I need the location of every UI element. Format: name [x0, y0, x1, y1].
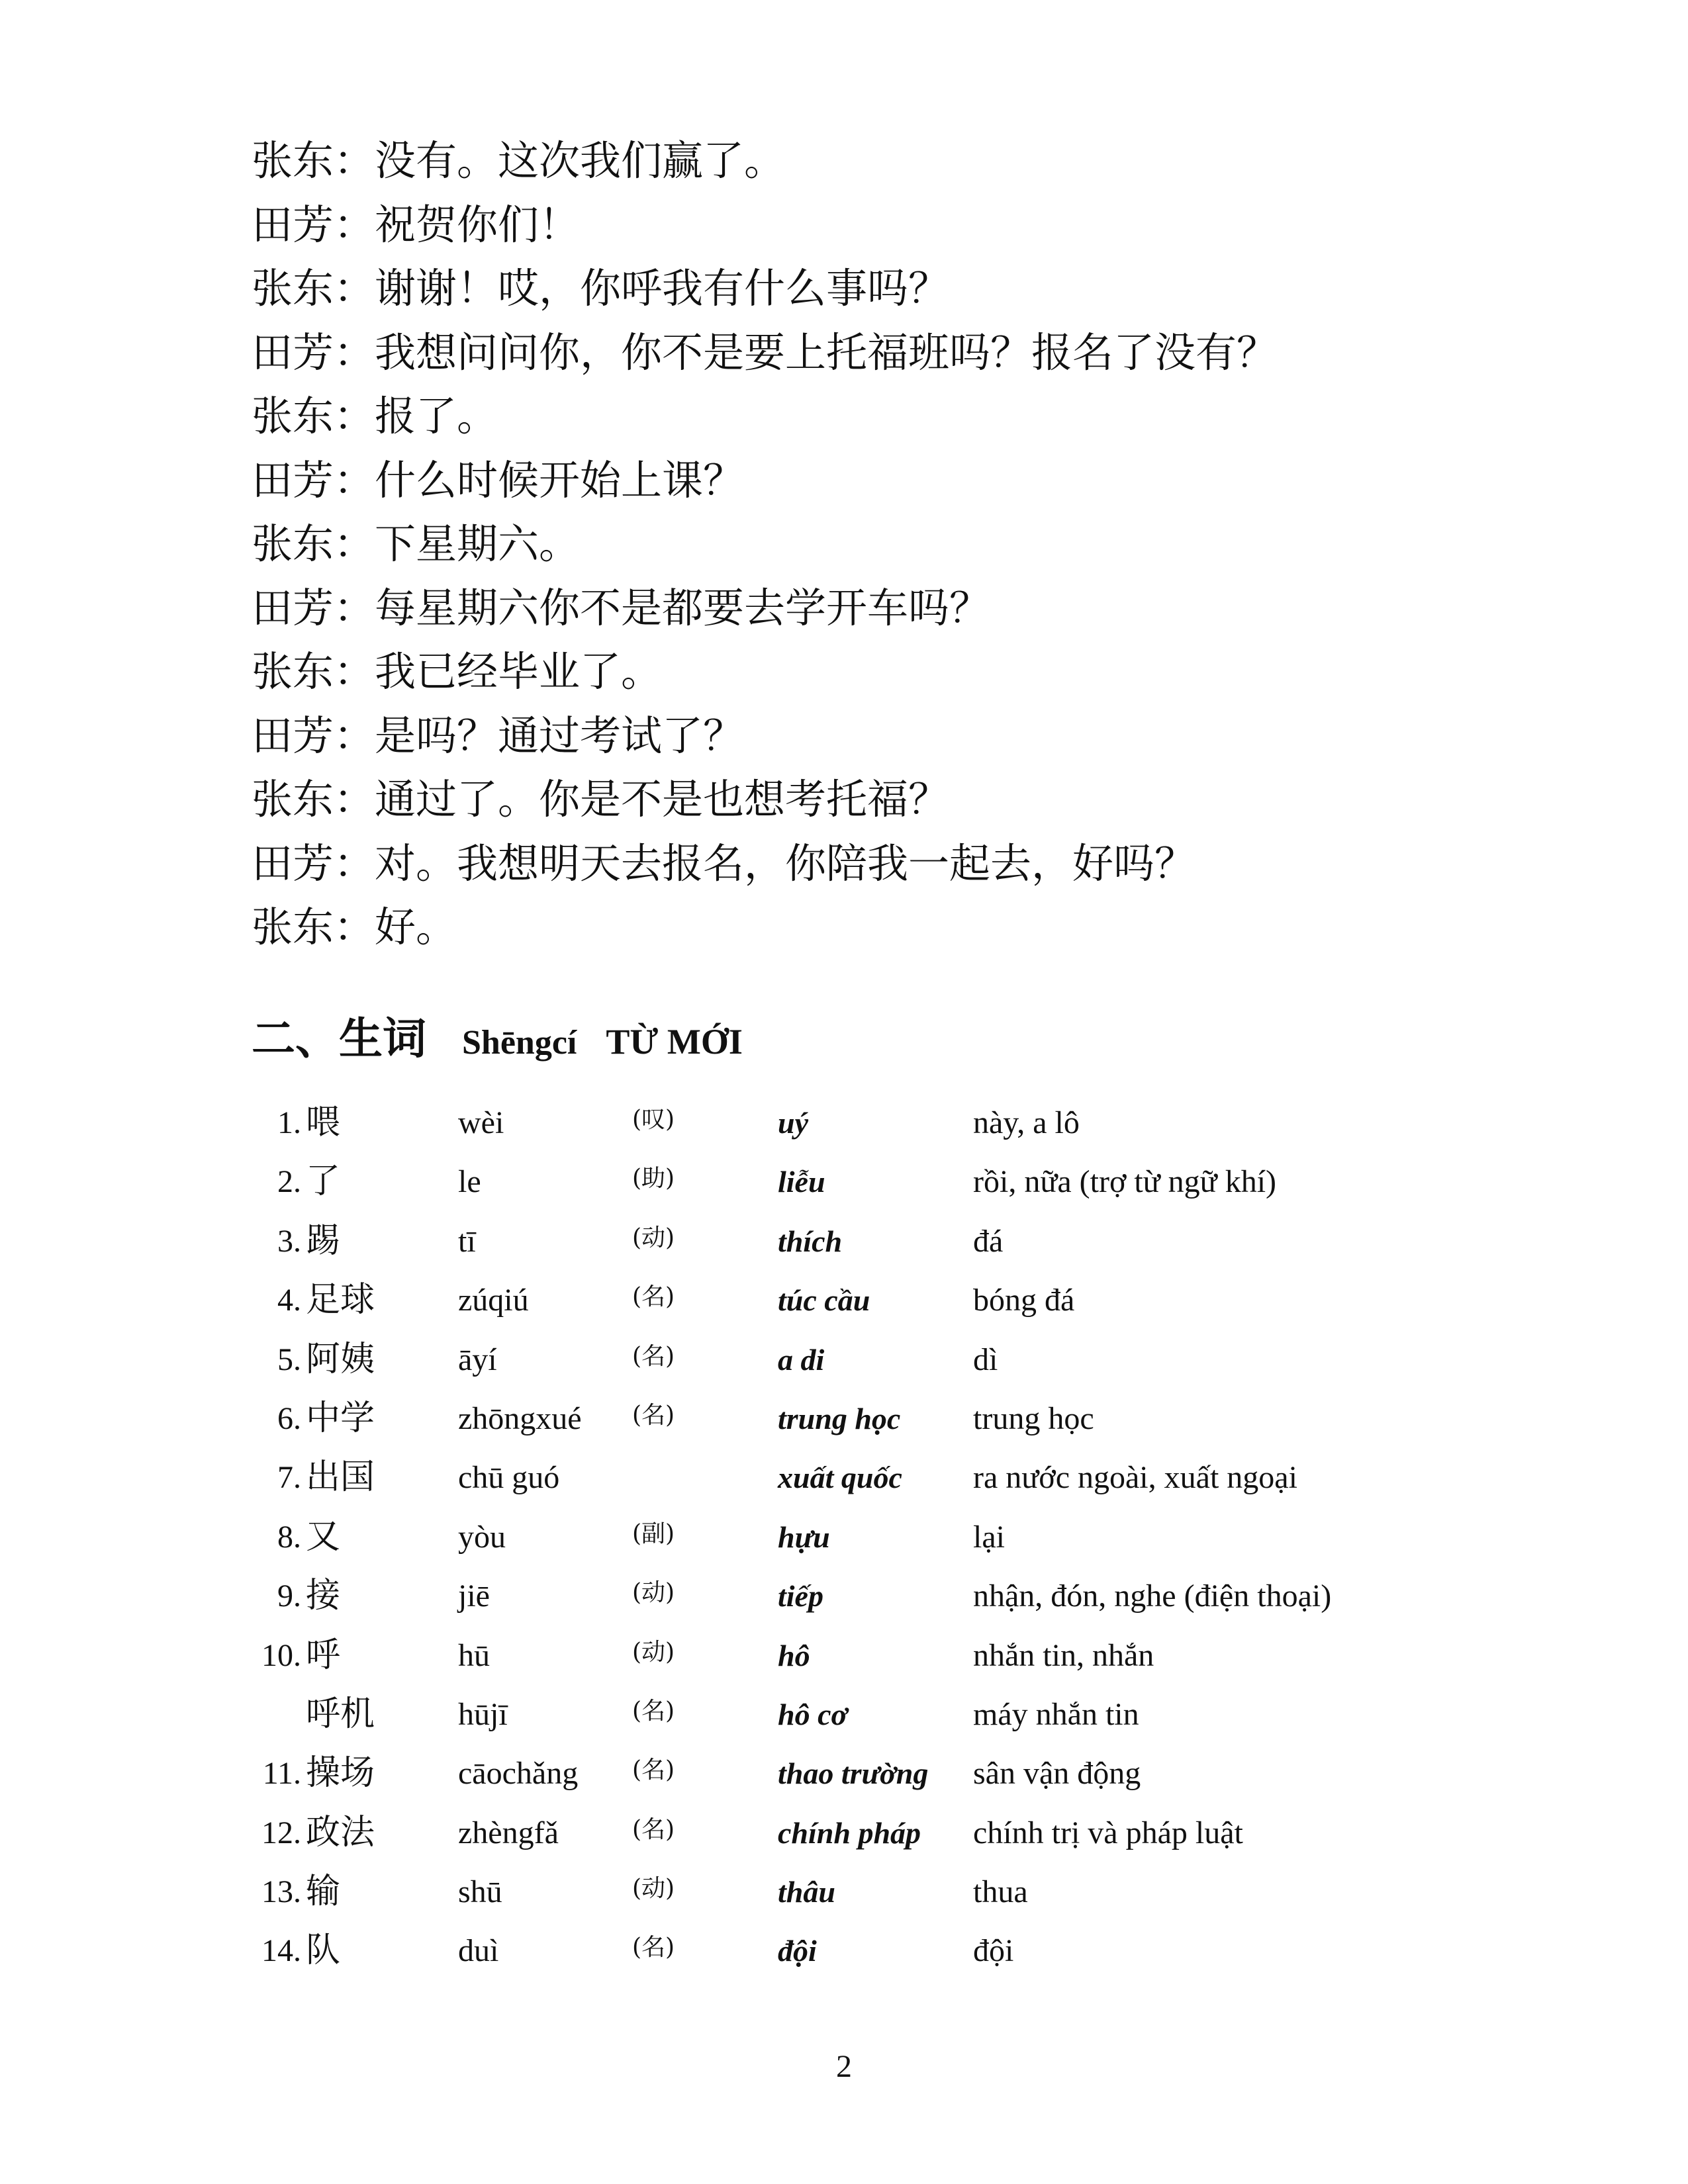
vocab-pinyin: cāochǎng	[458, 1756, 579, 1792]
section-heading	[252, 1006, 743, 1072]
vocab-hanzi: 喂	[306, 1103, 341, 1142]
vocab-meaning: rồi, nữa (trợ từ ngữ khí)	[973, 1164, 1277, 1200]
vocab-hanviet: đội	[778, 1934, 817, 1968]
vocab-part-of-speech: (名)	[632, 1815, 675, 1843]
vocab-hanzi: 呼	[306, 1635, 341, 1675]
section-title-pinyin: Shēngcí	[462, 1024, 577, 1062]
vocab-part-of-speech: (名)	[632, 1342, 675, 1370]
dialogue-block	[252, 129, 1509, 960]
vocab-number: 5.	[277, 1342, 301, 1377]
vocab-hanzi: 了	[306, 1161, 341, 1202]
vocab-number: 1.	[277, 1105, 301, 1140]
vocab-row	[252, 1685, 1509, 1744]
vocab-row	[252, 1862, 1509, 1921]
vocab-pinyin: chū guó	[458, 1460, 560, 1496]
vocab-part-of-speech: (名)	[632, 1283, 675, 1311]
vocab-hanzi: 又	[306, 1516, 341, 1557]
vocab-number: 9.	[277, 1578, 301, 1614]
vocab-meaning: bóng đá	[973, 1283, 1075, 1318]
vocab-row	[252, 1626, 1509, 1685]
dialogue-line: 田芳：是吗？通过考试了？	[252, 711, 745, 760]
vocab-pinyin: jiē	[458, 1578, 490, 1614]
vocab-meaning: đội	[973, 1933, 1014, 1969]
vocab-hanviet: chính pháp	[778, 1815, 921, 1850]
vocab-number: 12.	[261, 1815, 301, 1850]
vocab-hanzi: 足球	[306, 1280, 375, 1320]
dialogue-line: 田芳：每星期六你不是都要去学开车吗？	[252, 583, 991, 632]
vocab-number: 10.	[261, 1637, 301, 1673]
vocab-part-of-speech: (动)	[632, 1638, 675, 1666]
vocab-hanzi: 阿姨	[306, 1339, 375, 1379]
dialogue-line: 田芳：对。我想明天去报名，你陪我一起去，好吗？	[252, 839, 1196, 887]
vocabulary-list	[252, 1093, 1509, 1981]
vocab-part-of-speech: (名)	[632, 1697, 675, 1725]
vocab-hanzi: 踢	[306, 1220, 341, 1261]
vocab-row	[252, 1093, 1509, 1152]
vocab-hanviet: trung học	[778, 1401, 901, 1435]
vocab-meaning: đá	[973, 1223, 1004, 1259]
vocab-pinyin: āyí	[458, 1342, 497, 1377]
vocab-pinyin: shū	[458, 1874, 502, 1910]
vocab-row	[252, 1744, 1509, 1803]
vocab-meaning: này, a lô	[973, 1105, 1080, 1140]
vocab-number: 6.	[277, 1400, 301, 1436]
vocab-pinyin: wèi	[458, 1105, 504, 1140]
vocab-row	[252, 1803, 1509, 1862]
vocab-meaning: chính trị và pháp luật	[973, 1815, 1243, 1850]
vocab-hanzi: 接	[306, 1576, 341, 1616]
vocab-row	[252, 1567, 1509, 1625]
vocab-meaning: thua	[973, 1874, 1028, 1910]
vocab-hanzi: 队	[306, 1931, 341, 1971]
dialogue-line: 张东：好。	[252, 903, 457, 951]
vocab-hanviet: thao trường	[778, 1756, 929, 1791]
vocab-hanviet: thích	[778, 1224, 843, 1258]
page-number: 2	[836, 2049, 852, 2084]
vocab-hanviet: túc cầu	[778, 1283, 870, 1318]
vocab-hanviet: hựu	[778, 1520, 830, 1554]
vocab-hanzi: 出国	[306, 1457, 375, 1498]
vocab-number: 3.	[277, 1223, 301, 1259]
vocab-number: 8.	[277, 1519, 301, 1555]
vocab-meaning: nhắn tin, nhắn	[973, 1637, 1154, 1673]
vocab-row	[252, 1152, 1509, 1211]
vocab-meaning: dì	[973, 1342, 998, 1377]
vocab-part-of-speech: (助)	[632, 1165, 675, 1193]
vocab-hanviet: liễu	[778, 1165, 825, 1199]
vocab-hanzi: 操场	[306, 1753, 375, 1794]
dialogue-line: 田芳：祝贺你们！	[252, 200, 581, 249]
vocab-number: 14.	[261, 1933, 301, 1969]
vocab-row	[252, 1271, 1509, 1330]
vocab-row	[252, 1508, 1509, 1567]
vocab-pinyin: zhōngxué	[458, 1400, 582, 1436]
vocab-part-of-speech: (名)	[632, 1401, 675, 1429]
vocab-meaning: ra nước ngoài, xuất ngoại	[973, 1460, 1297, 1496]
vocab-part-of-speech: (动)	[632, 1875, 675, 1903]
vocab-number: 11.	[262, 1756, 301, 1792]
vocab-pinyin: duì	[458, 1933, 499, 1969]
vocab-part-of-speech: (名)	[632, 1934, 675, 1962]
dialogue-line: 田芳：我想问问你，你不是要上托福班吗？报名了没有？	[252, 328, 1278, 377]
vocab-hanviet: thâu	[778, 1875, 835, 1909]
dialogue-line: 田芳：什么时候开始上课？	[252, 455, 745, 504]
vocab-meaning: nhận, đón, nghe (điện thoại)	[973, 1578, 1332, 1614]
dialogue-line: 张东：报了。	[252, 392, 498, 440]
vocab-hanzi: 中学	[306, 1398, 375, 1438]
dialogue-line: 张东：通过了。你是不是也想考托福？	[252, 775, 950, 823]
vocab-meaning: trung học	[973, 1400, 1094, 1436]
vocab-pinyin: zúqiú	[458, 1283, 529, 1318]
section-title-vietnamese: TỪ MỚI	[606, 1022, 743, 1062]
section-title-chinese: 二、生词	[252, 1013, 426, 1064]
vocab-pinyin: le	[458, 1164, 481, 1200]
vocab-hanviet: a di	[778, 1342, 825, 1377]
vocab-pinyin: zhèngfǎ	[458, 1815, 559, 1850]
vocab-hanviet: hô cơ	[778, 1697, 848, 1731]
dialogue-line: 张东：没有。这次我们赢了。	[252, 136, 786, 185]
vocab-hanviet: hô	[778, 1638, 810, 1672]
vocab-part-of-speech: (名)	[632, 1756, 675, 1784]
vocab-hanzi: 输	[306, 1872, 341, 1912]
vocab-number: 7.	[277, 1460, 301, 1496]
vocab-part-of-speech: (叹)	[632, 1106, 675, 1133]
vocab-row	[252, 1389, 1509, 1448]
vocab-meaning: lại	[973, 1519, 1005, 1555]
vocab-part-of-speech: (动)	[632, 1579, 675, 1607]
vocab-pinyin: tī	[458, 1223, 476, 1259]
vocab-hanviet: tiếp	[778, 1579, 823, 1614]
vocab-hanzi: 呼机	[306, 1694, 375, 1734]
dialogue-line: 张东：谢谢！哎，你呼我有什么事吗？	[252, 264, 950, 312]
dialogue-line: 张东：下星期六。	[252, 520, 581, 568]
vocab-number: 2.	[277, 1164, 301, 1200]
vocab-row	[252, 1448, 1509, 1507]
vocab-hanzi: 政法	[306, 1812, 375, 1852]
vocab-row	[252, 1330, 1509, 1389]
dialogue-line: 张东：我已经毕业了。	[252, 647, 663, 696]
vocab-row	[252, 1212, 1509, 1271]
vocab-number: 4.	[277, 1283, 301, 1318]
vocab-number: 13.	[261, 1874, 301, 1910]
vocab-hanviet: xuất quốc	[778, 1461, 902, 1495]
vocab-row	[252, 1921, 1509, 1980]
vocab-meaning: sân vận động	[973, 1756, 1141, 1792]
vocab-part-of-speech: (动)	[632, 1224, 675, 1251]
vocab-pinyin: hū	[458, 1637, 490, 1673]
vocab-meaning: máy nhắn tin	[973, 1696, 1139, 1732]
vocab-hanviet: uý	[778, 1106, 808, 1140]
vocab-pinyin: yòu	[458, 1519, 506, 1555]
vocab-pinyin: hūjī	[458, 1696, 508, 1732]
vocab-part-of-speech: (副)	[632, 1520, 675, 1547]
